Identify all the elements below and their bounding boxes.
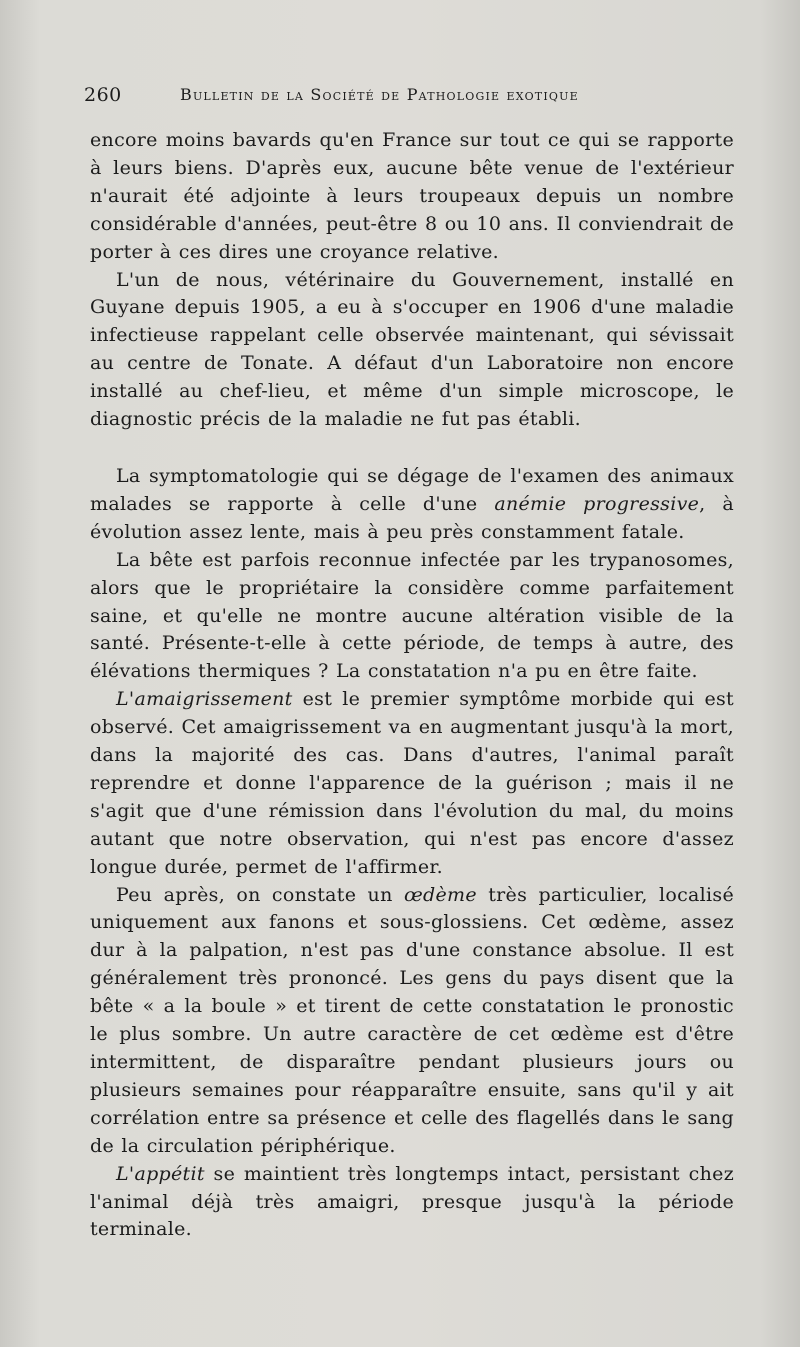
paragraph-infection [90,547,734,687]
body-text [90,127,734,1244]
paragraph-continuation [90,127,734,267]
paragraph-text: Peu après, on constate un [116,883,404,906]
paragraph-history [90,267,734,434]
paragraph-text: L'un de nous, vétérinaire du Gouvernement, installé en Guyane depuis 1905, a eu à s'occuper en 1906 d'une maladie infectieuse rappelant celle observée maintenant, qui sévissait au centre de Tonate. A défaut d'un Laboratoire non encore installé au chef-lieu, et même d'un simple microscope, le diagnostic précis de la maladie ne fut pas établi. [90,268,734,431]
emphasis-oedeme: œdème [403,883,477,906]
paragraph-text: La bête est parfois reconnue infectée par les trypanosomes, alors que le propriétaire la considère comme parfaitement saine, et qu'elle ne montre aucune altération visible de la santé. Présente-t-elle à cette période, de temps à autre, des élévations thermiques ? La constatation n'a pu en être faite. [90,548,734,683]
paragraph-text: est le premier symptôme morbide qui est observé. Cet amaigrissement va en augmentant jusqu'à la mort, dans la majorité des cas. Dans d'autres, l'animal paraît reprendre et donne l'apparence de la guérison ; mais il ne s'agit que d'une rémission dans l'évolution du mal, du moins autant que notre observation, qui n'est pas encore d'assez longue durée, permet de l'affirmer. [90,688,734,878]
paragraph-symptomatology [90,463,734,547]
paragraph-text: très particulier, localisé uniquement aux fanons et sous-glossiens. Cet œdème, assez dur à la palpation, n'est pas d'une constance absolue. Il est généralement très prononcé. Les gens du pays disent que la bête « a la boule » et tirent de cette constatation le pronostic le plus sombre. Un autre caractère de cet œdème est d'être intermittent, de disparaître pendant plusieurs jours ou plusieurs semaines pour réapparaître ensuite, sans qu'il y ait corrélation entre sa présence et celle des flagellés dans le sang de la circulation périphérique. [90,883,734,1157]
page-header [84,84,734,108]
emphasis-anemie-progressive: anémie progressive [494,492,700,515]
paragraph-appetit [90,1161,734,1245]
paragraph-text: , à évolution assez lente, mais à peu près constamment fatale. [90,492,735,543]
paragraph-oedeme [90,882,734,1161]
lead-term-amaigrissement: L'amaigrissement [116,688,293,711]
paragraph-amaigrissement [90,686,734,881]
page-number: 260 [84,84,122,106]
lead-term-appetit: L'appétit [116,1162,205,1185]
running-title: Bulletin de la Société de Pathologie exotique [180,85,579,104]
paragraph-text: La symptomatologie qui se dégage de l'examen des animaux malades se rapporte à celle d'une [90,464,734,515]
paragraph-text: se maintient très longtemps intact, persistant chez l'animal déjà très amaigri, presque jusqu'à la période terminale. [90,1162,734,1241]
paragraph-text: encore moins bavards qu'en France sur tout ce qui se rapporte à leurs biens. D'après eux, aucune bête venue de l'extérieur n'aurait été adjointe à leurs troupeaux depuis un nombre considérable d'années, peut-être 8 ou 10 ans. Il conviendrait de porter à ces dires une croyance relative. [90,129,734,263]
